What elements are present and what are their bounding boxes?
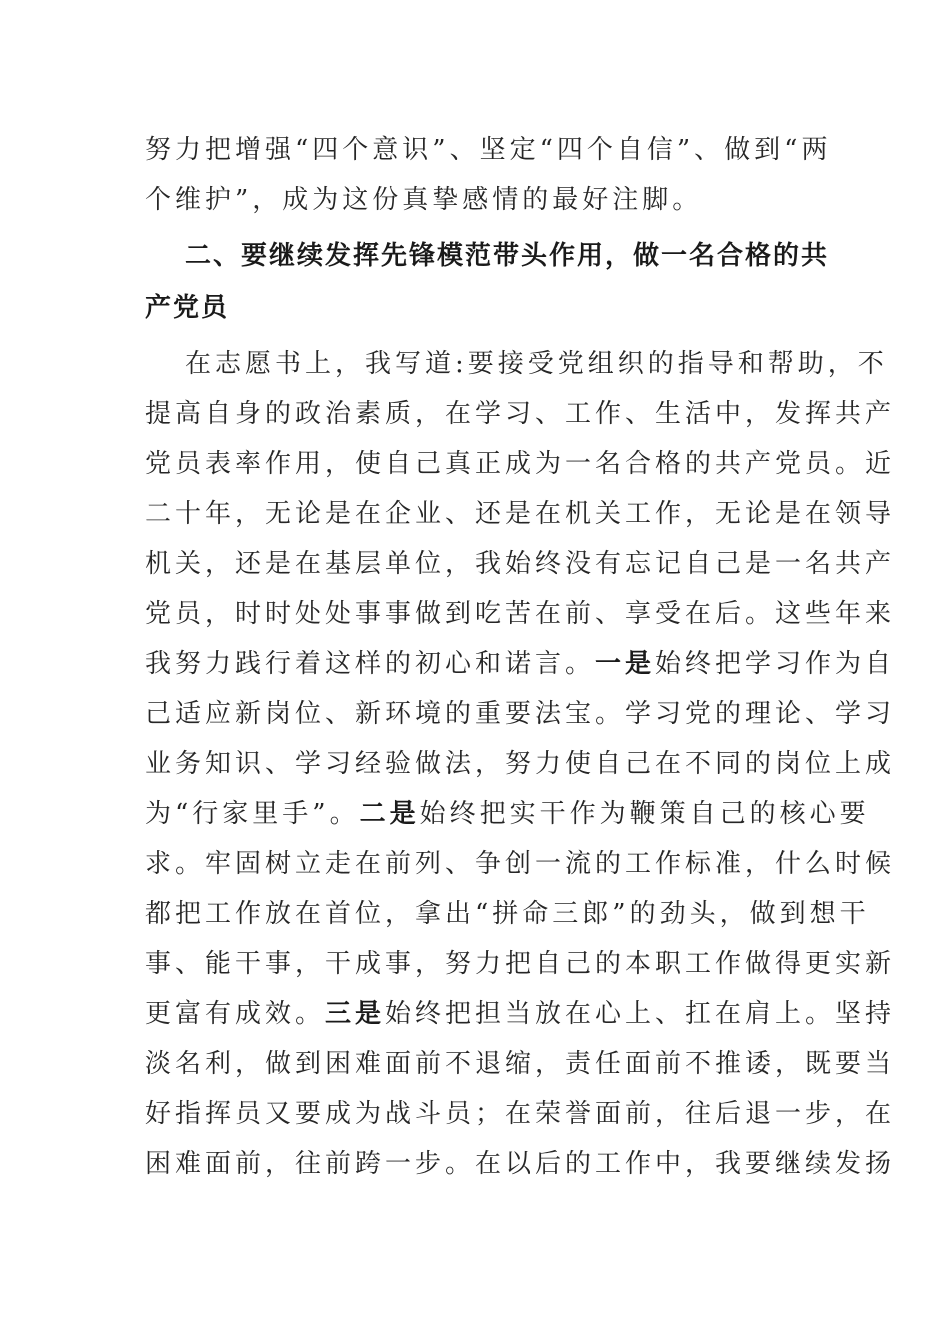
paragraph-continuation [145, 125, 832, 225]
text-line: 都把工作放在首位，拿出“拼命三郎”的劲头，做到想干 [145, 899, 870, 929]
text-line: 好指挥员又要成为战斗员；在荣誉面前，往后退一步，在 [145, 1099, 896, 1129]
text-line [145, 789, 870, 839]
text-line: 淡名利，做到困难面前不退缩，责任面前不推诿，既要当 [145, 1049, 896, 1079]
text-run: 我努力践行着这样的初心和诺言。 [145, 649, 596, 679]
emphasis-keyword: 二是 [359, 799, 420, 829]
section-heading [145, 230, 830, 334]
text-line: 求。牢固树立走在前列、争创一流的工作标准，什么时候 [145, 849, 896, 879]
text-line: 努力把增强“四个意识”、坚定“四个自信”、做到“两 [145, 135, 832, 165]
text-line: 己适应新岗位、新环境的重要法宝。学习党的理论、学习 [145, 699, 896, 729]
text-line: 二十年，无论是在企业、还是在机关工作，无论是在领导 [145, 499, 896, 529]
text-line: 在志愿书上，我写道:要接受党组织的指导和帮助，不 [185, 349, 888, 379]
text-run: 始终把担当放在心上、扛在肩上。坚持 [385, 999, 896, 1029]
text-run: 始终把学习作为自 [655, 649, 896, 679]
text-line [145, 639, 896, 689]
text-line: 党员，时时处处事事做到吃苦在前、享受在后。这些年来 [145, 599, 896, 629]
text-run: 始终把实干作为鞭策自己的核心要 [419, 799, 870, 829]
text-line: 提高自身的政治素质，在学习、工作、生活中，发挥共产 [145, 399, 896, 429]
text-line: 机关，还是在基层单位，我始终没有忘记自己是一名共产 [145, 549, 896, 579]
text-line [145, 989, 896, 1039]
document-body [145, 125, 896, 1189]
text-line: 事、能干事，干成事，努力把自己的本职工作做得更实新 [145, 949, 896, 979]
text-line: 个维护”，成为这份真挚感情的最好注脚。 [145, 185, 703, 215]
emphasis-keyword: 三是 [325, 999, 386, 1029]
text-line: 困难面前，往前跨一步。在以后的工作中，我要继续发扬 [145, 1149, 896, 1179]
text-line: 党员表率作用，使自己真正成为一名合格的共产党员。近 [145, 449, 896, 479]
emphasis-keyword: 一是 [595, 649, 656, 679]
text-run: 更富有成效。 [145, 999, 326, 1029]
text-run: 为“行家里手”。 [145, 799, 360, 829]
heading-line: 二、要继续发挥先锋模范带头作用，做一名合格的共 [185, 241, 830, 271]
body-paragraph [145, 339, 896, 1189]
text-line: 业务知识、学习经验做法，努力使自己在不同的岗位上成 [145, 749, 896, 779]
heading-line: 产党员 [145, 293, 230, 323]
